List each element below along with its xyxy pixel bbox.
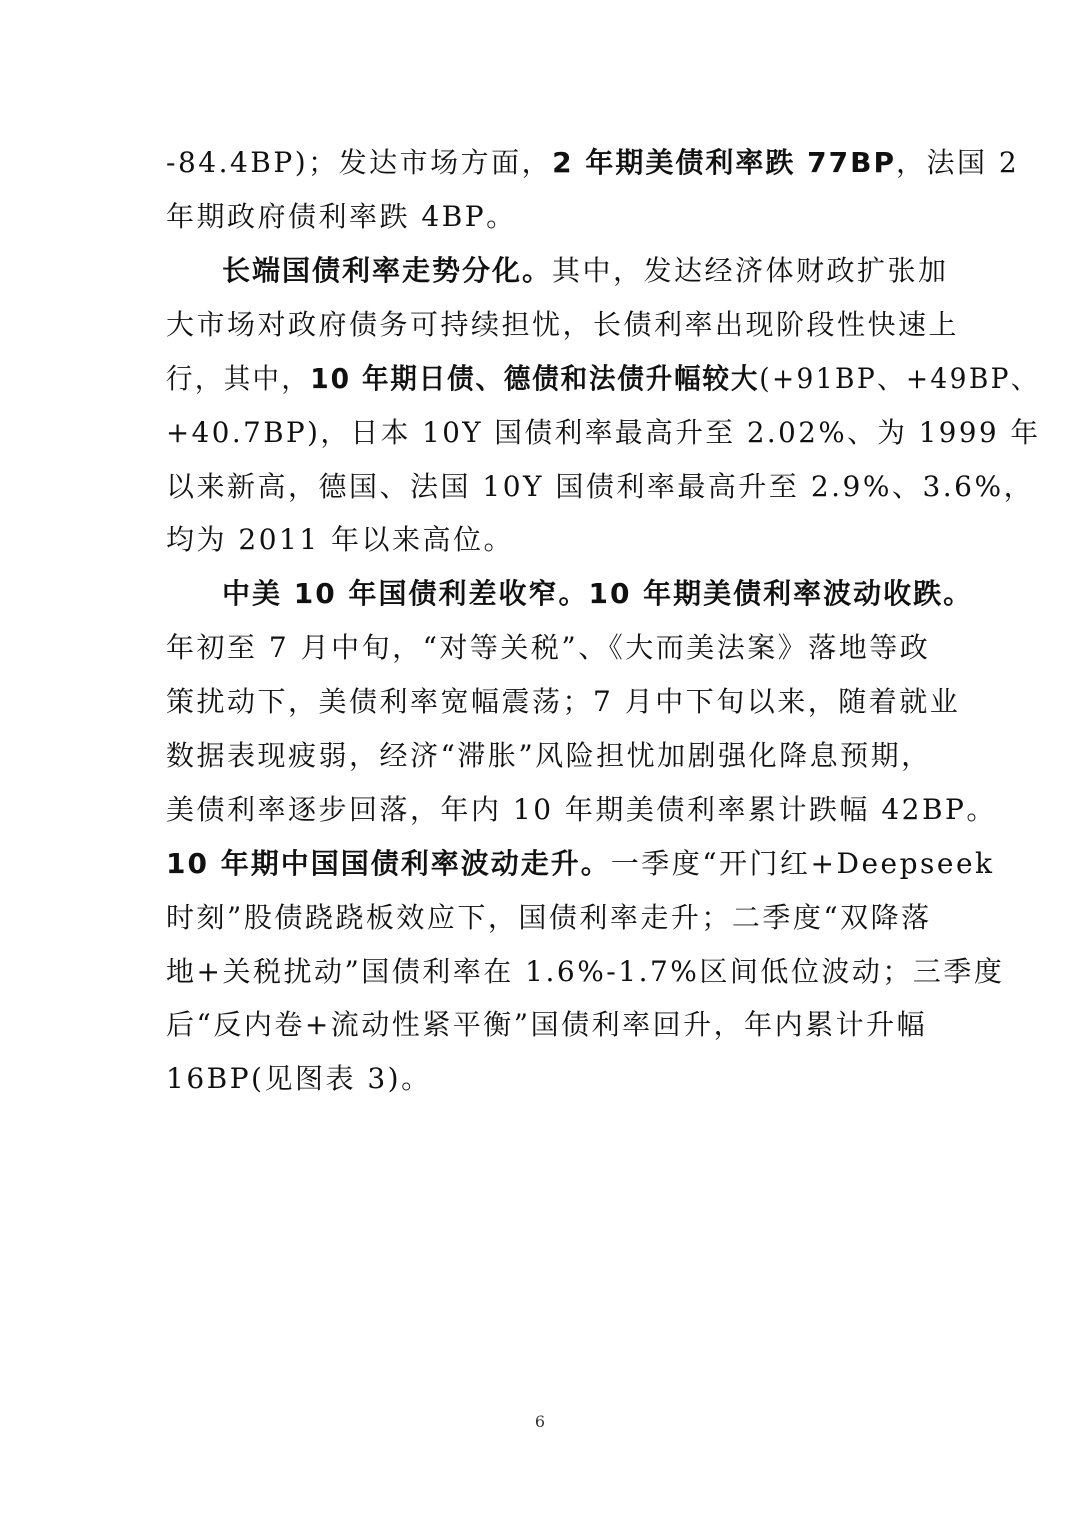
- text-run: 数据表现疲弱，经济“滞胀”风险担忧加剧强化降息预期，: [166, 739, 932, 772]
- text-run: -84.4BP)；发达市场方面，: [166, 146, 553, 179]
- paragraph-line: [166, 520, 514, 560]
- paragraph-line: [166, 736, 932, 776]
- paragraph-line: [166, 844, 995, 884]
- text-run: 时刻”股债跷跷板效应下，国债利率走升；二季度“双降落: [166, 901, 932, 934]
- text-run: 年期政府债利率跌 4BP。: [166, 200, 517, 233]
- text-run: 地+关税扰动”国债利率在 1.6%-1.7%区间低位波动；三季度: [166, 955, 1005, 988]
- paragraph-line: [166, 952, 1004, 992]
- page-number: 6: [534, 1412, 546, 1431]
- paragraph-line: [166, 1005, 927, 1045]
- text-run: 大市场对政府债务可持续担忧，长债利率出现阶段性快速上: [166, 308, 960, 341]
- paragraph-line: [166, 467, 1034, 507]
- paragraph-line: [166, 305, 959, 345]
- text-run: 均为 2011 年以来高位。: [166, 523, 515, 556]
- paragraph-line: [166, 628, 930, 668]
- text-run: 以来新高，德国、法国 10Y 国债利率最高升至 2.9%、3.6%，: [166, 470, 1035, 503]
- paragraph-line: [166, 197, 517, 237]
- bold-text-run: 长端国债利率走势分化。: [222, 254, 553, 287]
- text-run: 16BP(见图表 3)。: [166, 1062, 432, 1095]
- text-run: 一季度“开门红+Deepseek: [610, 847, 995, 880]
- paragraph-line: [166, 898, 932, 938]
- paragraph-line: [222, 251, 949, 291]
- text-run: 策扰动下，美债利率宽幅震荡；7 月中下旬以来，随着就业: [166, 685, 961, 718]
- text-run: 行，其中，: [166, 362, 311, 395]
- paragraph-line: [166, 359, 1040, 399]
- paragraph-line: [222, 574, 973, 614]
- text-run: 后“反内卷+流动性紧平衡”国债利率回升，年内累计升幅: [166, 1008, 928, 1041]
- text-run: 美债利率逐步回落，年内 10 年期美债利率累计跌幅 42BP。: [166, 793, 997, 826]
- text-run: 其中，发达经济体财政扩张加: [552, 254, 949, 287]
- text-run: 年初至 7 月中旬，“对等关税”、《大而美法案》落地等政: [166, 631, 931, 664]
- text-run: ，法国 2: [895, 146, 1020, 179]
- bold-text-run: 10 年期日债、德债和法债升幅较大: [310, 362, 760, 395]
- paragraph-line: [166, 143, 1019, 183]
- paragraph-line: [166, 682, 960, 722]
- text-run: +40.7BP)，日本 10Y 国债利率最高升至 2.02%、为 1999 年: [166, 416, 1041, 449]
- paragraph-line: [166, 413, 1040, 453]
- paragraph-line: [166, 1059, 432, 1099]
- bold-text-run: 10 年期中国国债利率波动走升。: [166, 847, 611, 880]
- text-run: (+91BP、+49BP、: [759, 362, 1040, 395]
- paragraph-line: [166, 790, 997, 830]
- bold-text-run: 中美 10 年国债利差收窄。10 年期美债利率波动收跌。: [222, 577, 974, 610]
- bold-text-run: 2 年期美债利率跌 77BP: [552, 146, 896, 179]
